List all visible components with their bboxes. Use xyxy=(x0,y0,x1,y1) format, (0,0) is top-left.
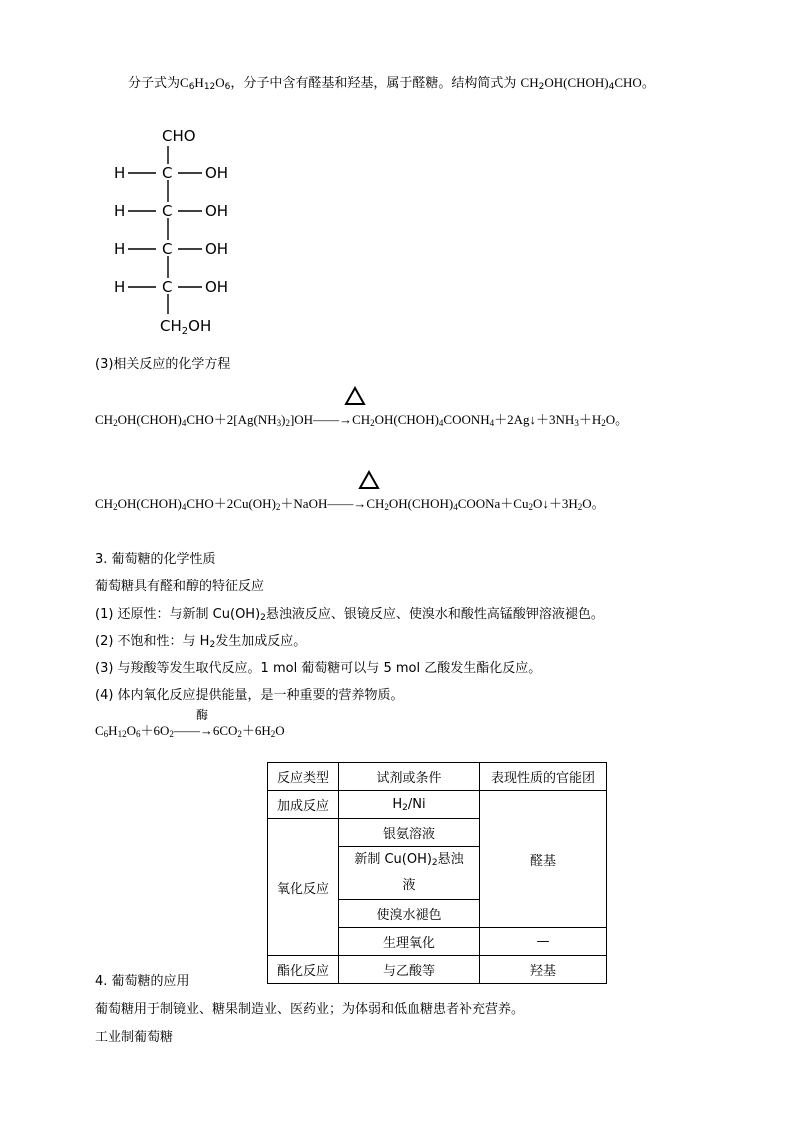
table-cell: 生理氧化 xyxy=(339,928,480,956)
chem-properties-intro: 葡萄糖具有醛和醇的特征反应 xyxy=(95,579,265,594)
reaction-arrow: ——→ xyxy=(173,723,213,738)
struct-c-4: C xyxy=(162,278,173,296)
struct-top-cho: CHO xyxy=(162,127,196,145)
table-cell: $H_2/Ni$ xyxy=(339,791,480,819)
property-item-3: (3) 与羧酸等发生取代反应。1 mol 葡萄糖可以与 5 mol 乙酸发生酯化反应。 xyxy=(95,661,542,676)
table-cell: 氧化反应 xyxy=(268,819,339,956)
property-item-1: (1) 还原性：与新制 $Cu(OH)_2$悬浊液反应、银镜反应、使溴水和酸性高锰酸钾溶液褪色。 xyxy=(95,607,604,623)
struct-h-1: H xyxy=(114,164,126,182)
glucose-structure-diagram xyxy=(110,122,250,342)
struct-h-4: H xyxy=(114,278,126,296)
struct-h-2: H xyxy=(114,202,126,220)
heat-delta-icon xyxy=(344,386,366,406)
struct-oh-4: OH xyxy=(205,278,229,296)
table-row xyxy=(268,956,607,984)
properties-table xyxy=(267,762,607,984)
table-cell: 新制 $Cu(OH)_2$悬浊 液 xyxy=(339,847,480,900)
struct-oh-1: OH xyxy=(205,164,229,182)
struct-oh-3: OH xyxy=(205,240,229,258)
table-cell: 羟基 xyxy=(480,956,607,984)
reaction-equations-heading: (3)相关反应的化学方程 xyxy=(95,357,231,372)
reaction-arrow: ——→ xyxy=(327,496,367,511)
structure-svg xyxy=(110,122,250,342)
struct-h-3: H xyxy=(114,240,126,258)
oxidation-equation: $C_6H_{12}O_6+6O_2——\to 6CO_2+6H_2O$ xyxy=(95,723,285,739)
table-header: 试剂或条件 xyxy=(339,763,480,791)
table-cell: 使溴水褪色 xyxy=(339,900,480,928)
struct-bottom: $CH_2OH$ xyxy=(160,317,212,337)
property-item-2: (2) 不饱和性：与 $H_2$发生加成反应。 xyxy=(95,634,307,650)
table-cell: — xyxy=(480,928,607,956)
heat-delta-icon xyxy=(358,470,380,490)
intro-line: 分子式为$C_6H_{12}O_6$，分子中含有醛基和羟基，属于醛糖。结构简式为 $CH_2OH(CHOH)_4CHO$。 xyxy=(128,75,655,92)
enzyme-label: 酶 xyxy=(196,708,209,722)
table-cell: 银氨溶液 xyxy=(339,819,480,847)
industrial-heading: 工业制葡萄糖 xyxy=(95,1030,174,1045)
table-header: 反应类型 xyxy=(268,763,339,791)
table-header: 表现性质的官能团 xyxy=(480,763,607,791)
applications-heading: 4. 葡萄糖的应用 xyxy=(95,974,190,989)
property-item-4: (4) 体内氧化反应提供能量，是一种重要的营养物质。 xyxy=(95,688,404,703)
struct-c-2: C xyxy=(162,202,173,220)
struct-c-1: C xyxy=(162,164,173,182)
table-row xyxy=(268,763,607,791)
table-cell: 与乙酸等 xyxy=(339,956,480,984)
copper-hydroxide-equation: $CH_2OH(CHOH)_4CHO+2Cu(OH)_2+NaOH——\to CH_2OH(CHOH)_4COONa+Cu_2O↓+3H_2O$。 xyxy=(95,496,605,512)
table-cell: 醛基 xyxy=(480,791,607,928)
struct-oh-2: OH xyxy=(205,202,229,220)
table-row xyxy=(268,791,607,819)
applications-text: 葡萄糖用于制镜业、糖果制造业、医药业；为体弱和低血糖患者补充营养。 xyxy=(95,1002,525,1017)
struct-c-3: C xyxy=(162,240,173,258)
chem-properties-heading: 3. 葡萄糖的化学性质 xyxy=(95,552,216,567)
reaction-arrow: ——→ xyxy=(313,412,353,427)
table-cell: 酯化反应 xyxy=(268,956,339,984)
silver-mirror-equation: $CH_2OH(CHOH)_4CHO+2[Ag(NH_3)_2]OH——\to CH_2OH(CHOH)_4COONH_4+2Ag↓+3NH_3+H_2O$。 xyxy=(95,412,629,428)
table-cell: 加成反应 xyxy=(268,791,339,819)
